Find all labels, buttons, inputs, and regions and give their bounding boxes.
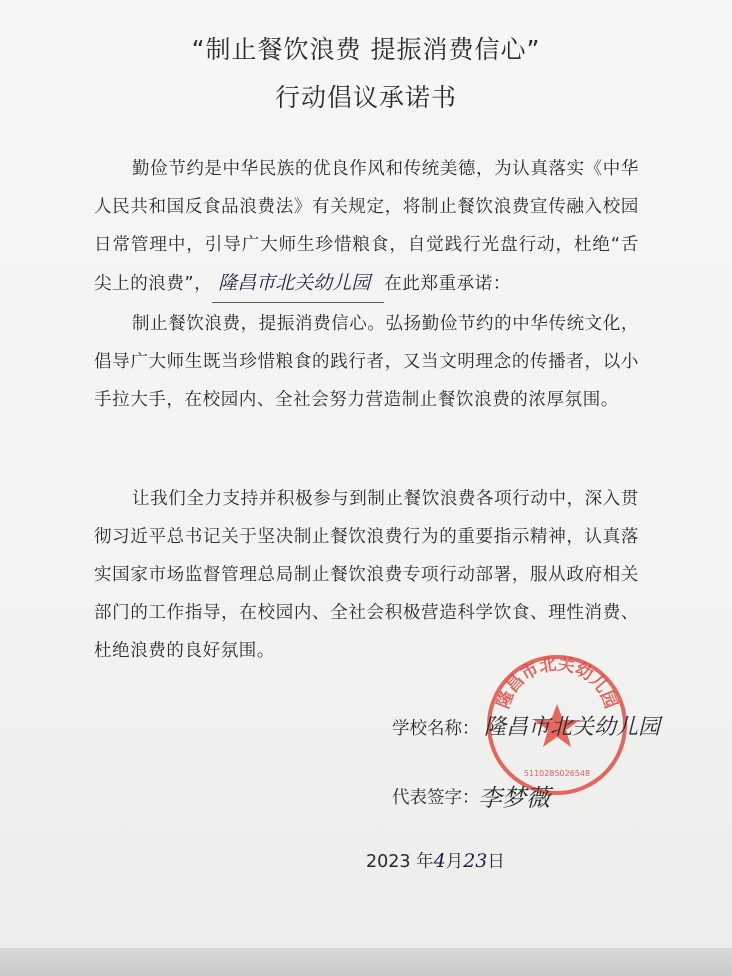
representative-label: 代表签字：: [392, 788, 480, 808]
school-name-label: 学校名称：: [392, 719, 480, 739]
paragraph-1-ending: 在此郑重承诺：: [384, 274, 511, 294]
paper-edge-shadow: [0, 948, 732, 976]
date-month: 4: [433, 850, 446, 872]
representative-signature: 李梦薇: [478, 784, 550, 812]
paragraph-2: [94, 305, 639, 419]
date-year: 2023 年: [366, 852, 434, 872]
date-day-suffix: 日: [487, 852, 505, 872]
handwritten-school-name: 隆昌市北关幼儿园: [212, 264, 384, 303]
seal-text: 隆昌市北关幼儿园: [493, 654, 621, 712]
school-name-signature: 隆昌市北关幼儿园: [484, 715, 661, 740]
title-line-1: “制止餐饮浪费 提振消费信心”: [191, 35, 541, 64]
date-month-suffix: 月: [445, 852, 464, 872]
paragraph-2-text: 制止餐饮浪费，提振消费信心。弘扬勤俭节约的中华传统文化，倡导广大师生既当珍惜粮食的践行者，又当文明理念的传播者，以小手拉大手，在校园内、全社会努力营造制止餐饮浪费的浓厚氛围。: [94, 314, 639, 410]
signing-date: [366, 848, 505, 873]
paragraph-1-text: 勤俭节约是中华民族的优良作风和传统美德，为认真落实《中华人民共和国反食品浪费法》有关规定，将制止餐饮浪费宣传融入校园日常管理中，引导广大师生珍惜粮食，自觉践行光盘行动，杜绝“舌尖上的浪费”，: [94, 159, 639, 294]
date-day: 23: [463, 850, 488, 872]
paragraph-3: [94, 480, 639, 670]
paragraph-1: [94, 150, 639, 303]
seal-number: 5110285026548: [523, 769, 591, 778]
paragraph-3-text: 让我们全力支持并积极参与到制止餐饮浪费各项行动中，深入贯彻习近平总书记关于坚决制止餐饮浪费行为的重要指示精神，认真落实国家市场监督管理总局制止餐饮浪费专项行动部署，服从政府相关部门的工作指导，在校园内、全社会积极营造科学饮食、理性消费、杜绝浪费的良好氛围。: [94, 489, 639, 661]
title-line-2: 行动倡议承诺书: [274, 83, 457, 112]
